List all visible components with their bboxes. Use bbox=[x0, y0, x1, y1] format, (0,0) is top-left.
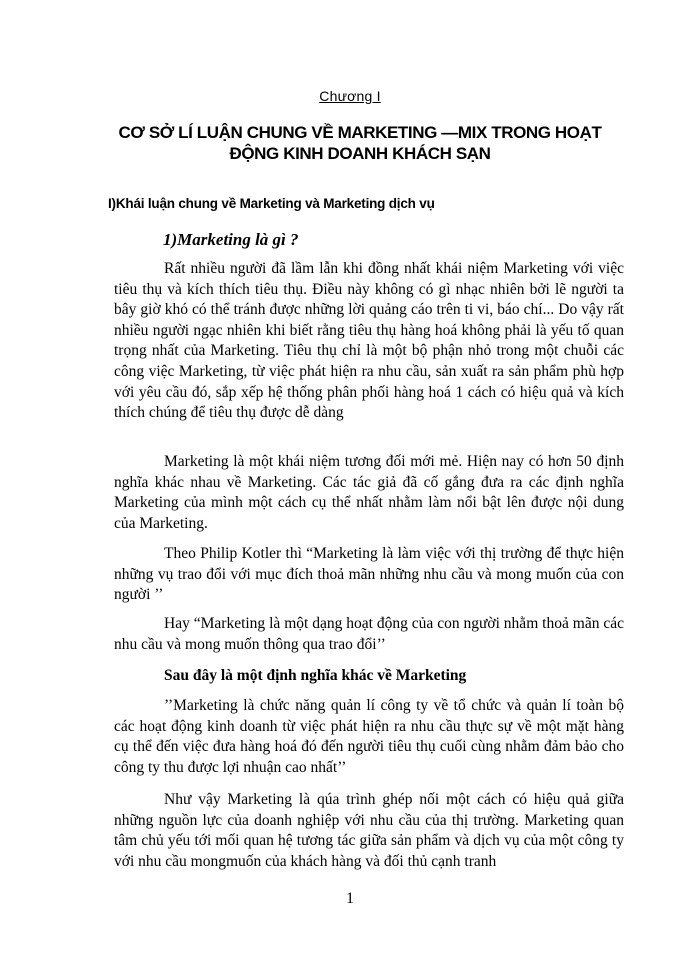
chapter-label: Chương I bbox=[319, 88, 381, 104]
subsection-heading: 1)Marketing là gì ? bbox=[163, 230, 299, 249]
paragraph-2: Marketing là một khái niệm tương đối mới mẻ. Hiện nay có hơn 50 định nghĩa khác nhau về Marketing. Các tác giả đã cố gắng đưa ra các định nghĩa Marketing của mình một cách cụ thể nhất nhằm làm nổi bật lên được nội dung của Marketing. bbox=[114, 453, 624, 532]
paragraph-4: Hay “Marketing là một dạng hoạt động của con người nhằm thoả mãn các nhu cầu và mong muốn thông qua trao đổi’’ bbox=[114, 615, 624, 653]
chapter-title: CƠ SỞ LÍ LUẬN CHUNG VỀ MARKETING —MIX TRONG HOẠT ĐỘNG KINH DOANH KHÁCH SẠN bbox=[118, 123, 602, 163]
paragraph-3: Theo Philip Kotler thì “Marketing là làm việc với thị trường để thực hiện những vụ trao đổi với mục đích thoả mãn những nhu cầu và mong muốn của con người ’’ bbox=[114, 545, 624, 604]
paragraph-6: ’’Marketing là chức năng quản lí công ty về tổ chức và quản lí toàn bộ các hoạt động kinh doanh từ việc phát hiện ra nhu cầu thực sự về một mặt hàng cụ thể đến việc đưa hàng hoá đó đến người tiêu thụ cuối cùng nhằm đảm bảo cho công ty thu được lợi nhuận cao nhất’’ bbox=[114, 697, 624, 776]
paragraph-5: Sau đây là một định nghĩa khác về Marketing bbox=[164, 667, 467, 684]
paragraph-1: Rất nhiều người đã lầm lẫn khi đồng nhất khái niệm Marketing với việc tiêu thụ và kích thích tiêu thụ. Điều này không có gì nhạc nhiên bởi lẽ người ta bây giờ khó có thể tránh được những lời quảng cáo trên ti vi, báo chí... Do vậy rất nhiều người ngạc nhiên khi biết rằng tiêu thụ hàng hoá không phải là yếu tố quan trọng nhất của Marketing. Tiêu thụ chỉ là một bộ phận nhỏ trong một chuỗi các công việc Marketing, từ việc phát hiện ra nhu cầu, sản xuất ra sản phẩm phù hợp với yêu cầu đó, sắp xếp hệ thống phân phối hàng hoá 1 cách có hiệu quả và kích thích chúng để tiêu thụ được dễ dàng bbox=[114, 260, 624, 422]
page-number: 1 bbox=[346, 890, 354, 907]
section-heading: I)Khái luận chung về Marketing và Marketing dịch vụ bbox=[108, 196, 435, 211]
paragraph-7: Như vậy Marketing là qúa trình ghép nối một cách có hiệu quả giữa những nguồn lực của doanh nghiệp với nhu cầu của thị trường. Marketing quan tâm chủ yếu tới mối quan hệ tương tác giữa sản phẩm và dịch vụ của một công ty với nhu cầu mongmuốn của khách hàng và đối thủ cạnh tranh bbox=[114, 791, 624, 870]
